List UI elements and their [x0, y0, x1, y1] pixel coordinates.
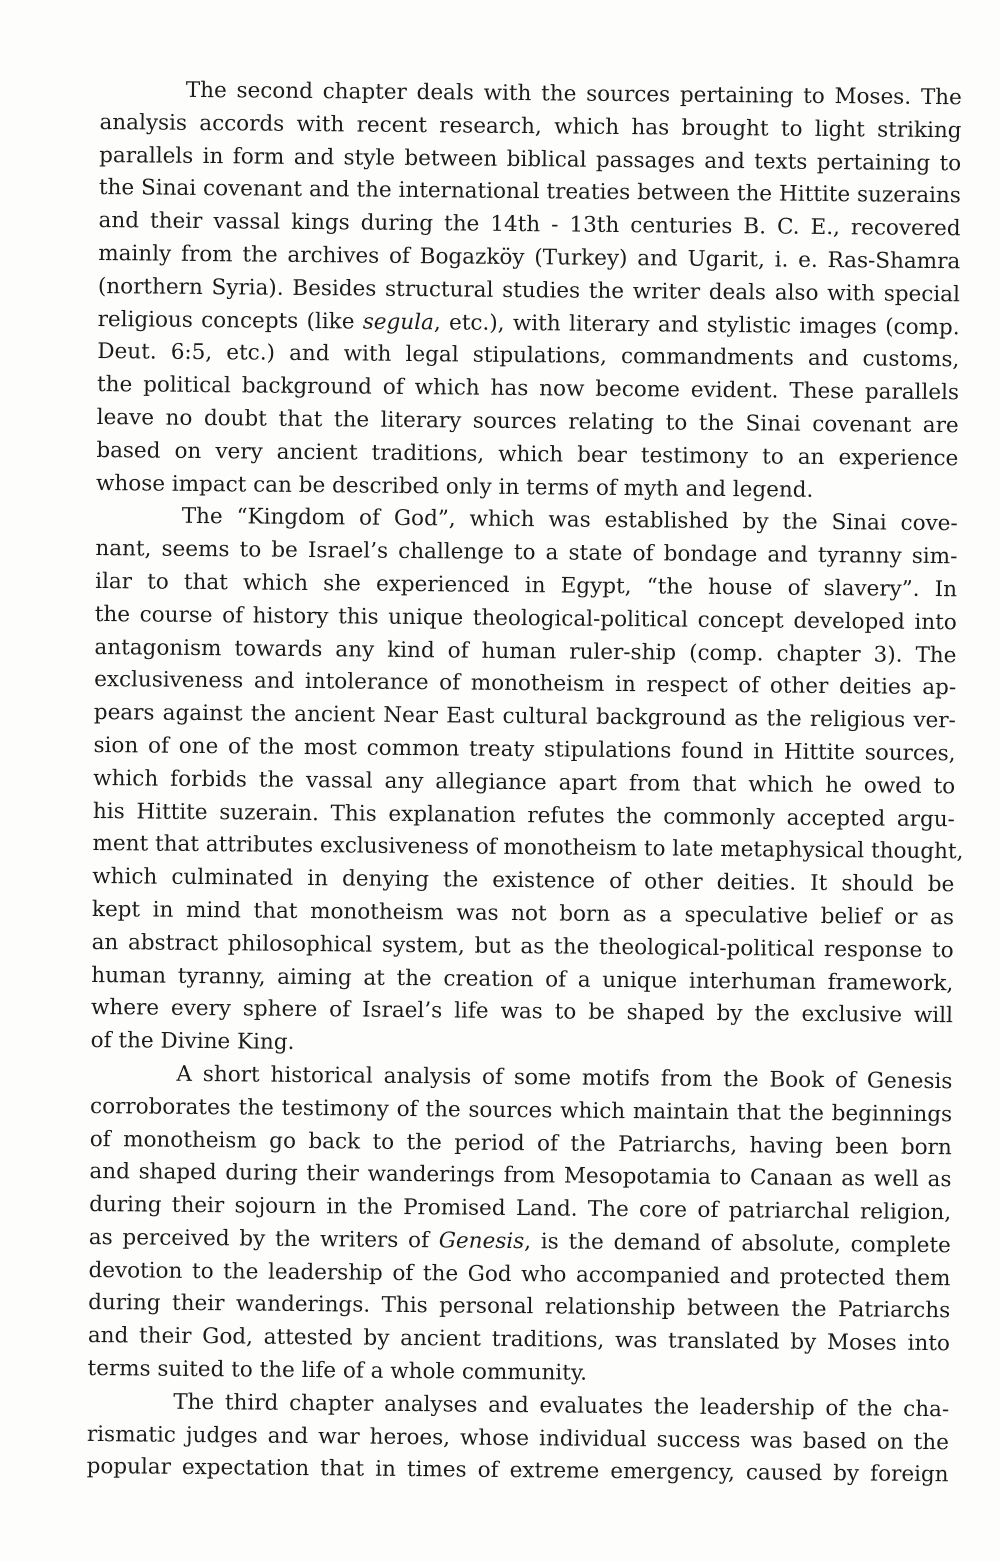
text-line: exclusiveness and intolerance of monotheism in respect of other deities ap- [94, 667, 957, 701]
text-line: A short historical analysis of some motifs from the Book of Genesis [176, 1061, 953, 1095]
text-line: which forbids the vassal any allegiance apart from that which he owed to [93, 765, 956, 799]
text-line: the political background of which has now become evident. These parallels [96, 372, 960, 406]
text-line: his Hittite suzerain. This explanation refutes the commonly accepted argu- [92, 798, 956, 832]
text-line: Deut. 6:5, etc.) and with legal stipulations, commandments and customs, [97, 339, 960, 373]
text-line: religious concepts (like segula, etc.), with literary and stylistic images (comp. [97, 306, 960, 340]
text-line: ilar to that which she experienced in Egypt, “the house of slavery”. In [95, 568, 958, 603]
text-line: of monotheism go back to the period of the Patriarchs, having been born [89, 1126, 952, 1160]
text-line: where every sphere of Israel’s life was to be shaped by the exclusive will [90, 995, 954, 1029]
paragraph [90, 500, 964, 1066]
text-line: analysis accords with recent research, which has brought to light striking [99, 109, 962, 144]
text-line: terms suited to the life of a whole community. [87, 1356, 588, 1386]
text-line: of the Divine King. [90, 1028, 295, 1056]
text-line: kept in mind that monotheism was not born as a speculative belief or as [91, 896, 955, 931]
text-line: the course of history this unique theological-political concept developed into [94, 601, 957, 635]
text-line: devotion to the leadership of the God who accompanied and protected them [88, 1257, 951, 1291]
text-line: whose impact can be described only in terms of myth and legend. [95, 470, 814, 503]
paragraph [87, 1058, 952, 1394]
text-line: leave no doubt that the literary sources relating to the Sinai covenant are [96, 404, 959, 439]
text-line: based on very ancient traditions, which bear testimony to an experience [96, 437, 959, 472]
text-line: as perceived by the writers of Genesis, is the demand of absolute, complete [88, 1224, 951, 1259]
text-line: nant, seems to be Israel’s challenge to a state of bondage and tyranny sim- [95, 536, 958, 570]
text-line: The “Kingdom of God”, which was established by the Sinai cove- [181, 504, 958, 537]
text-line: parallels in form and style between biblical passages and texts pertaining to [99, 142, 962, 176]
text-line: and their vassal kings during the 14th - 13th centuries B. C. E., recovered [98, 208, 961, 242]
text-line: The second chapter deals with the sources pertaining to Moses. The [185, 77, 962, 111]
text-line: during their wanderings. This personal relationship between the Patriarchs [88, 1290, 951, 1324]
text-line: The third chapter analyses and evaluates the leadership of the cha- [173, 1389, 950, 1423]
text-line: and shaped during their wanderings from Mesopotamia to Canaan as well as [89, 1159, 952, 1193]
text-line: sion of one of the most common treaty stipulations found in Hittite sources, [93, 732, 956, 767]
text-line: popular expectation that in times of extreme emergency, caused by foreign [86, 1454, 949, 1488]
text-line: antagonism towards any kind of human ruler-ship (comp. chapter 3). The [94, 634, 957, 668]
text-line: and their God, attested by ancient traditions, was translated by Moses into [87, 1323, 950, 1357]
text-line: an abstract philosophical system, but as the theological-political response to [91, 929, 954, 963]
text-line: rismatic judges and war heroes, whose individual success was based on the [86, 1421, 950, 1455]
paragraph [86, 1386, 949, 1493]
text-line: ment that attributes exclusiveness of monotheism to late metaphysical thought, [92, 831, 964, 865]
text-line: corroborates the testimony of the sources which maintain that the beginnings [89, 1093, 953, 1127]
text-line: during their sojourn in the Promised Land. The core of patriarchal religion, [89, 1192, 952, 1226]
paragraph [96, 74, 962, 509]
text-line: mainly from the archives of Bogazköy (Turkey) and Ugarit, i. e. Ras-Shamra [98, 240, 961, 275]
text-line: (northern Syria). Besides structural studies the writer deals also with special [97, 273, 961, 308]
text-line: the Sinai covenant and the international treaties between the Hittite suzerains [98, 175, 961, 209]
text-line: which culminated in denying the existence of other deities. It should be [92, 864, 955, 898]
text-line: pears against the ancient Near East cultural background as the religious ver- [93, 700, 956, 734]
body-text [86, 74, 964, 1492]
text-line: human tyranny, aiming at the creation of a unique interhuman framework, [91, 962, 954, 996]
